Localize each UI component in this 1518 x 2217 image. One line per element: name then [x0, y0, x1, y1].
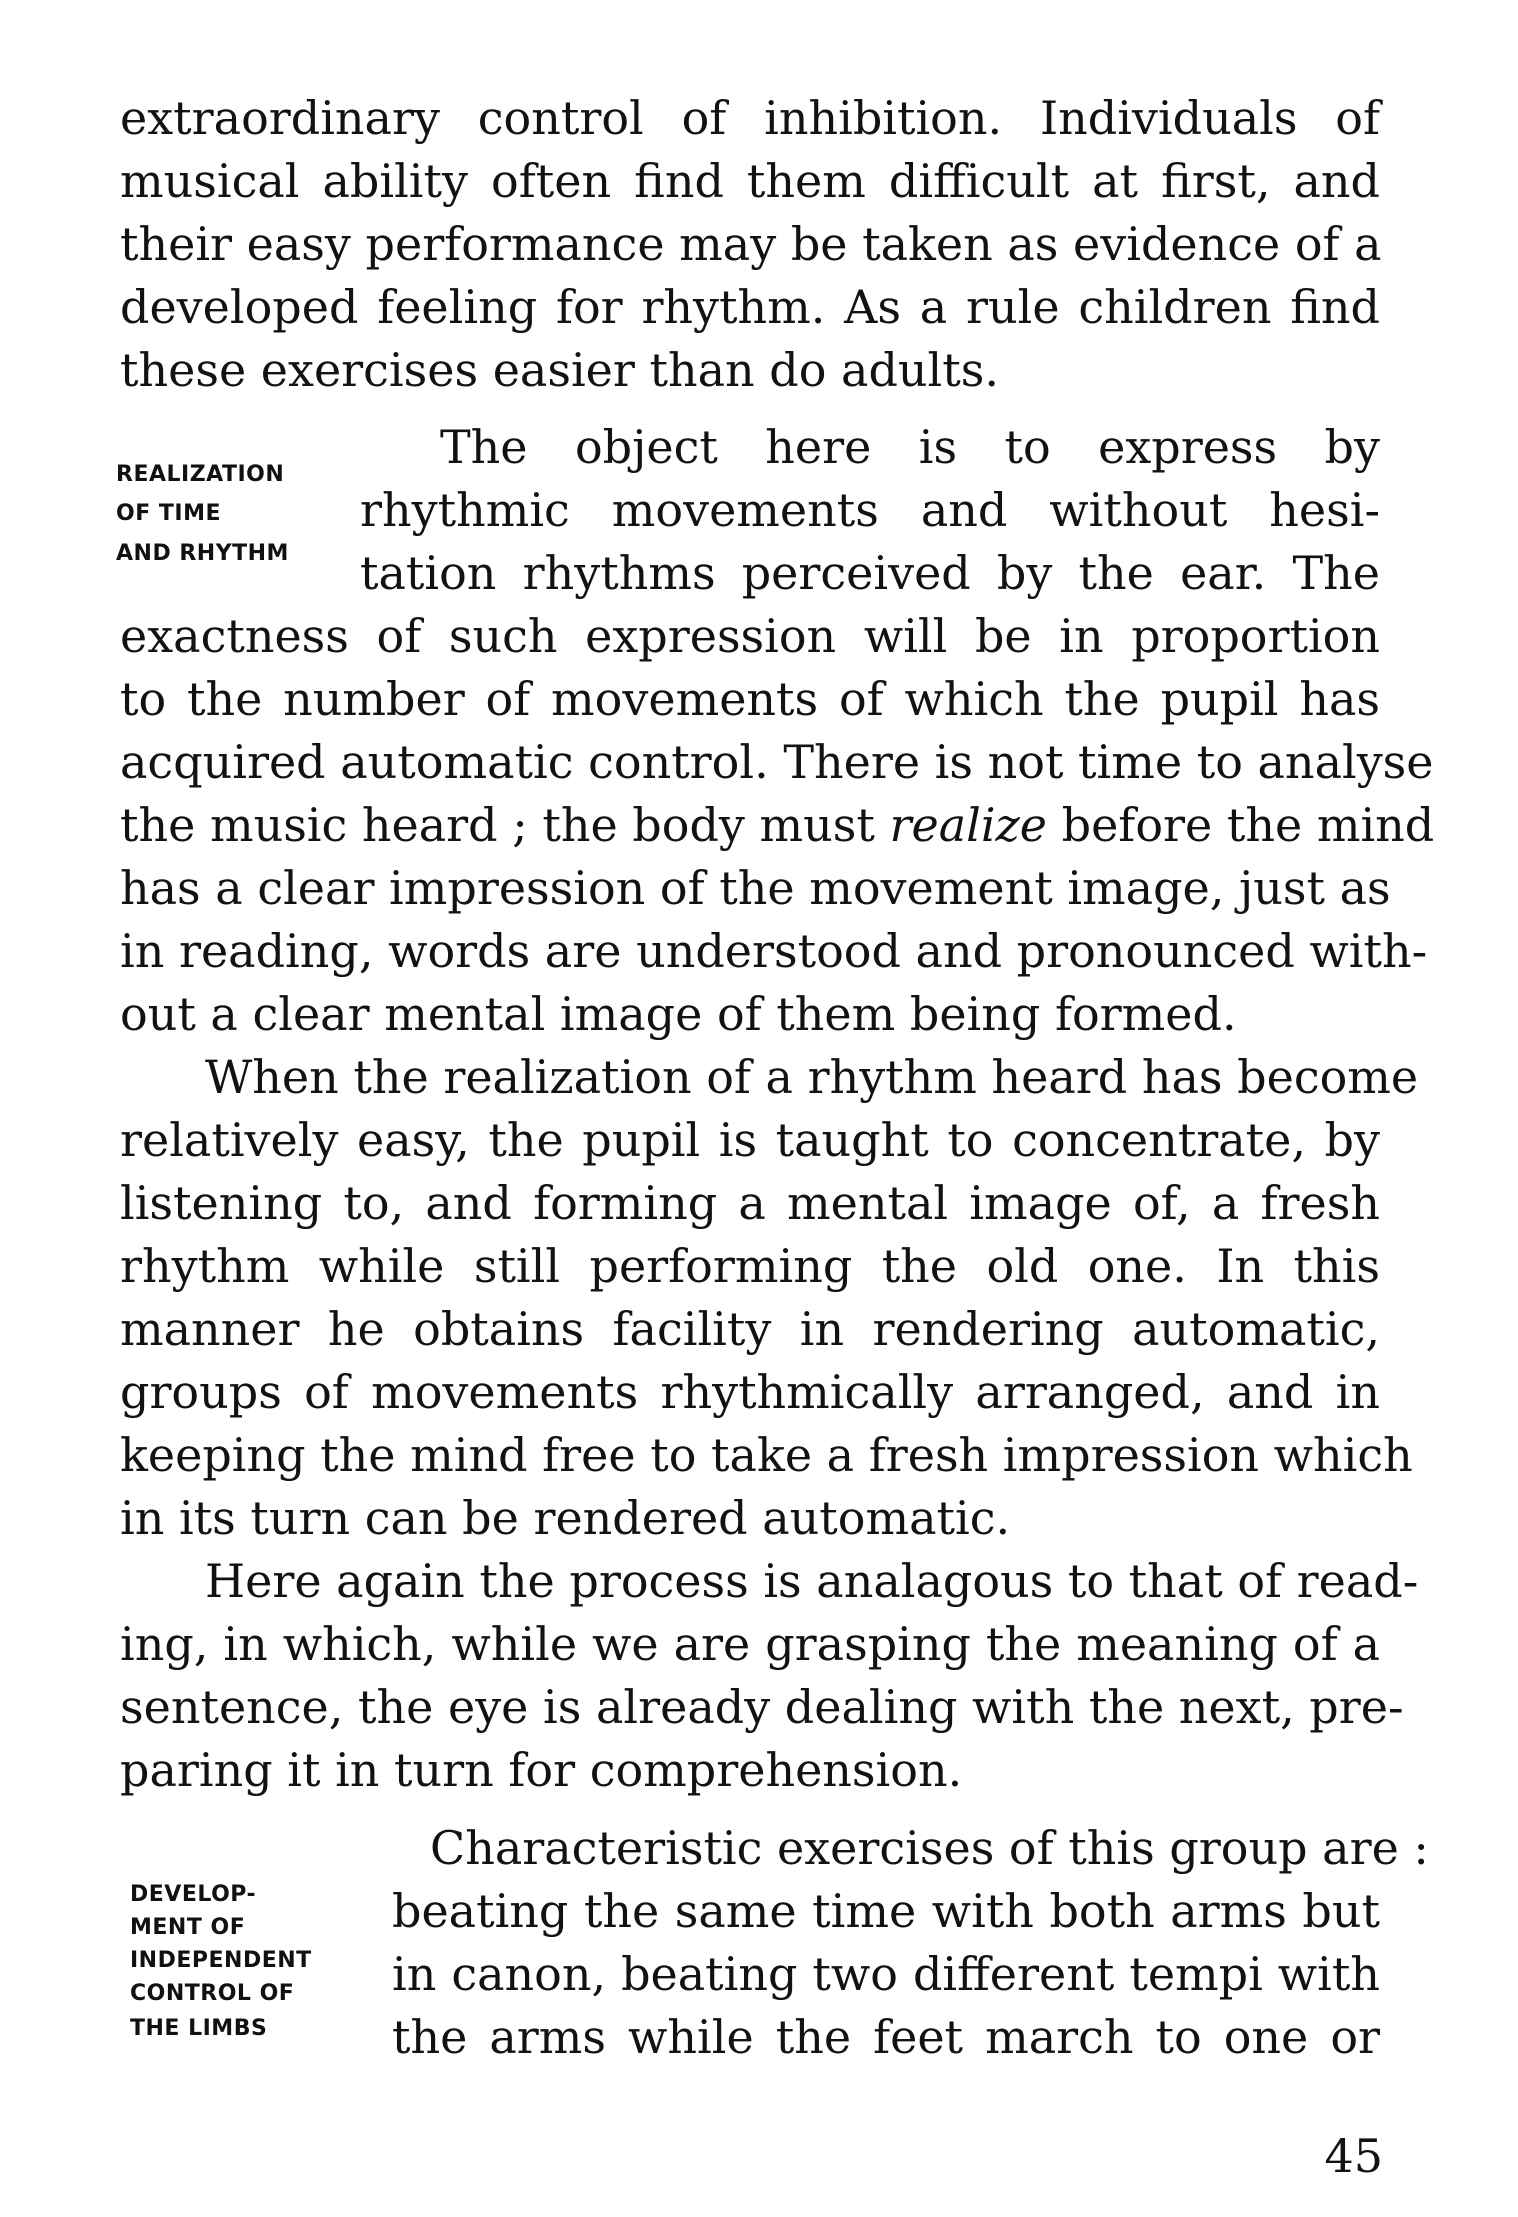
text-line: extraordinary control of inhibition. Individuals of [120, 91, 1380, 145]
margin-note-line: OF TIME [116, 501, 222, 526]
text-line: their easy performance may be taken as evidence of a [120, 217, 1382, 271]
margin-note-line: MENT OF [130, 1915, 246, 1940]
text-line: rhythm while still performing the old one. In this [120, 1239, 1380, 1293]
text-line: these exercises easier than do adults. [120, 343, 999, 397]
text-segment: the music heard ; the body must [120, 798, 875, 852]
text-line: rhythmic movements and without hesi- [360, 483, 1380, 537]
text-line: in canon, beating two different tempi with [392, 1947, 1380, 2001]
text-line: listening to, and forming a mental image of, a fresh [120, 1176, 1380, 1230]
text-line: in reading, words are understood and pronounced with- [120, 924, 1428, 978]
margin-note-line: INDEPENDENT [130, 1948, 312, 1973]
text-line: groups of movements rhythmically arranged, and in [120, 1365, 1380, 1419]
text-line: in its turn can be rendered automatic. [120, 1491, 1011, 1545]
text-line: relatively easy, the pupil is taught to concentrate, by [120, 1113, 1380, 1167]
text-line: When the realization of a rhythm heard has become [205, 1050, 1419, 1104]
text-line: acquired automatic control. There is not time to analyse [120, 735, 1434, 789]
text-line-with-emphasis [120, 795, 1435, 855]
text-line: the arms while the feet march to one or [392, 2010, 1380, 2064]
text-line: developed feeling for rhythm. As a rule children find [120, 280, 1380, 334]
margin-note-line: CONTROL OF [130, 1981, 295, 2006]
text-line: keeping the mind free to take a fresh impression which [120, 1428, 1413, 1482]
page-number: 45 [1324, 2129, 1383, 2183]
text-line: musical ability often find them difficult at first, and [120, 154, 1380, 208]
text-line: Characteristic exercises of this group are : [430, 1821, 1429, 1875]
text-line: has a clear impression of the movement image, just as [120, 861, 1391, 915]
margin-note-line: AND RHYTHM [116, 541, 289, 566]
text-line: exactness of such expression will be in proportion [120, 609, 1380, 663]
text-line: The object here is to express by [440, 420, 1380, 474]
text-line: Here again the process is analagous to that of read- [205, 1554, 1419, 1608]
text-line: manner he obtains facility in rendering automatic, [120, 1302, 1380, 1356]
margin-note-line: DEVELOP- [130, 1882, 257, 1907]
emphasized-word: realize [889, 798, 1048, 852]
text-line: beating the same time with both arms but [392, 1884, 1380, 1938]
text-line: to the number of movements of which the pupil has [120, 672, 1380, 726]
text-line: tation rhythms perceived by the ear. The [360, 546, 1380, 600]
text-line: sentence, the eye is already dealing with the next, pre- [120, 1680, 1404, 1734]
text-line: ing, in which, while we are grasping the meaning of a [120, 1617, 1380, 1671]
text-segment: before the mind [1061, 798, 1435, 852]
text-line: paring it in turn for comprehension. [120, 1743, 963, 1797]
margin-note-line: REALIZATION [116, 462, 285, 487]
text-line: out a clear mental image of them being formed. [120, 987, 1237, 1041]
margin-note-line: THE LIMBS [130, 2016, 268, 2041]
